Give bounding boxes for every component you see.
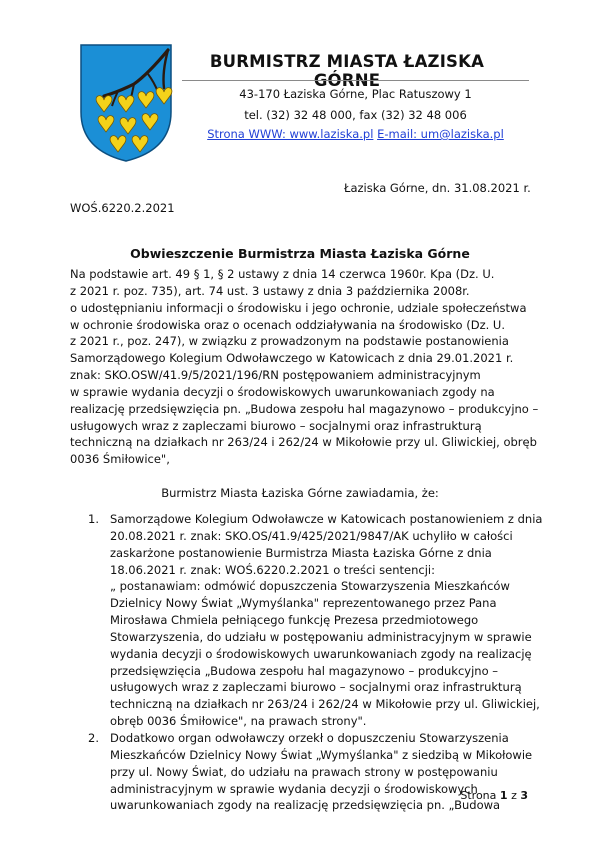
office-phone: tel. (32) 32 48 000, fax (32) 32 48 006 xyxy=(244,108,467,122)
announcement-line: Burmistrz Miasta Łaziska Górne zawiadamia, że: xyxy=(161,486,439,500)
page-total: 3 xyxy=(520,789,528,802)
list-item-line: przedsięwzięcia „Budowa zespołu hal magazynowo – produkcyjno – xyxy=(110,663,499,678)
paragraph-line: w ochronie środowiska oraz o ocenach oddziaływania na środowisko (Dz. U. xyxy=(70,317,506,332)
paragraph-line: o udostępnianiu informacji o środowisku i jego ochronie, udziale społeczeństwa xyxy=(70,300,527,315)
page-counter-sep: z xyxy=(511,789,517,802)
paragraph-line: realizację przedsięwzięcia pn. „Budowa zespołu hal magazynowo – produkcyjno – xyxy=(70,401,539,416)
page-counter-prefix: Strona xyxy=(460,789,497,802)
institution-title: BURMISTRZ MIASTA ŁAZISKA GÓRNE xyxy=(209,52,485,90)
paragraph-line: znak: SKO.OSW/41.9/5/2021/196/RN postępowaniem administracyjnym xyxy=(70,368,481,383)
list-item-line: Dzielnicy Nowy Świat „Wymyślanka" reprezentowanego przez Pana xyxy=(110,596,497,611)
list-item-line: 18.06.2021 r. znak: WOŚ.6220.2.2021 o treści sentencji: xyxy=(110,562,435,577)
list-item-number: 2. xyxy=(88,730,99,745)
page-counter xyxy=(460,789,528,802)
list-item-line: Mieszkańców Dzielnicy Nowy Świat „Wymyślanka" z siedzibą w Mikołowie xyxy=(110,747,533,762)
contact-links xyxy=(182,127,529,141)
page-current: 1 xyxy=(499,789,508,802)
list-item xyxy=(70,511,543,730)
email-link[interactable]: E-mail: um@laziska.pl xyxy=(377,127,504,141)
list-item-line: Stowarzyszenia, do udziału w postępowaniu administracyjnym w sprawie xyxy=(110,629,532,644)
coat-of-arms-emblem xyxy=(78,42,174,164)
list-item-line: uwarunkowaniach zgody na realizację przedsięwzięcia pn. „Budowa xyxy=(110,798,501,813)
paragraph-line: z 2021 r. poz. 735), art. 74 ust. 3 ustawy z dnia 3 października 2008r. xyxy=(70,283,470,298)
list-item-number: 1. xyxy=(88,512,99,526)
list-item-line: zaskarżone postanowienie Burmistrza Miasta Łaziska Górne z dnia xyxy=(110,545,492,560)
list-item-line: Samorządowe Kolegium Odwoławcze w Katowicach postanowieniem z dnia xyxy=(110,512,543,526)
list-item-line: przy ul. Nowy Świat, do udziału na prawach strony w postępowaniu xyxy=(110,764,498,779)
paragraph-line: usługowych wraz z zapleczami biurowo – socjalnymi oraz infrastrukturą xyxy=(70,418,482,433)
paragraph-line: techniczną na działkach nr 263/24 i 262/24 w Mikołowie przy ul. Gliwickiej, obręb xyxy=(70,435,537,450)
list-item-line: administracyjnym w sprawie wydania decyzji o środowiskowych xyxy=(110,781,478,796)
reference-number: WOŚ.6220.2.2021 xyxy=(70,201,175,215)
list-item-line: 20.08.2021 r. znak: SKO.OS/41.9/425/2021/9847/AK uchyliło w całości xyxy=(110,528,513,543)
list-item-line: Dodatkowo organ odwoławczy orzekł o dopuszczeniu Stowarzyszenia xyxy=(110,730,509,745)
list-item-line: „ postanawiam: odmówić dopuszczenia Stowarzyszenia Mieszkańców xyxy=(110,579,510,594)
document-date: Łaziska Górne, dn. 31.08.2021 r. xyxy=(344,181,531,195)
paragraph-line: w sprawie wydania decyzji o środowiskowych uwarunkowaniach zgody na xyxy=(70,384,495,399)
paragraph-line: Na podstawie art. 49 § 1, § 2 ustawy z dnia 14 czerwca 1960r. Kpa (Dz. U. xyxy=(70,267,495,281)
legal-basis-paragraph xyxy=(70,266,540,468)
list-item-line: obręb 0036 Śmiłowice", na prawach strony". xyxy=(110,714,367,729)
numbered-list xyxy=(70,511,543,814)
header-divider xyxy=(182,80,529,81)
document-title: Obwieszczenie Burmistrza Miasta Łaziska Górne xyxy=(130,246,470,261)
list-item-line: wydania decyzji o środowiskowych uwarunkowaniach zgody na realizację xyxy=(110,646,532,661)
list-item-line: Mirosława Chmiela pełniącego funkcję Prezesa przedmiotowego xyxy=(110,613,479,628)
office-address: 43-170 Łaziska Górne, Plac Ratuszowy 1 xyxy=(239,87,472,101)
list-item-line: usługowych wraz z zapleczami biurowo – socjalnymi oraz infrastrukturą xyxy=(110,680,522,695)
list-item-line: techniczną na działkach nr 263/24 i 262/24 w Mikołowie przy ul. Gliwickiej, xyxy=(110,697,540,712)
paragraph-line: z 2021 r., poz. 247), w związku z prowadzonym na podstawie postanowienia xyxy=(70,334,509,349)
paragraph-line: 0036 Śmiłowice", xyxy=(70,452,170,467)
paragraph-line: Samorządowego Kolegium Odwoławczego w Katowicach z dnia 29.01.2021 r. xyxy=(70,351,514,366)
website-link[interactable]: Strona WWW: www.laziska.pl xyxy=(207,127,374,141)
